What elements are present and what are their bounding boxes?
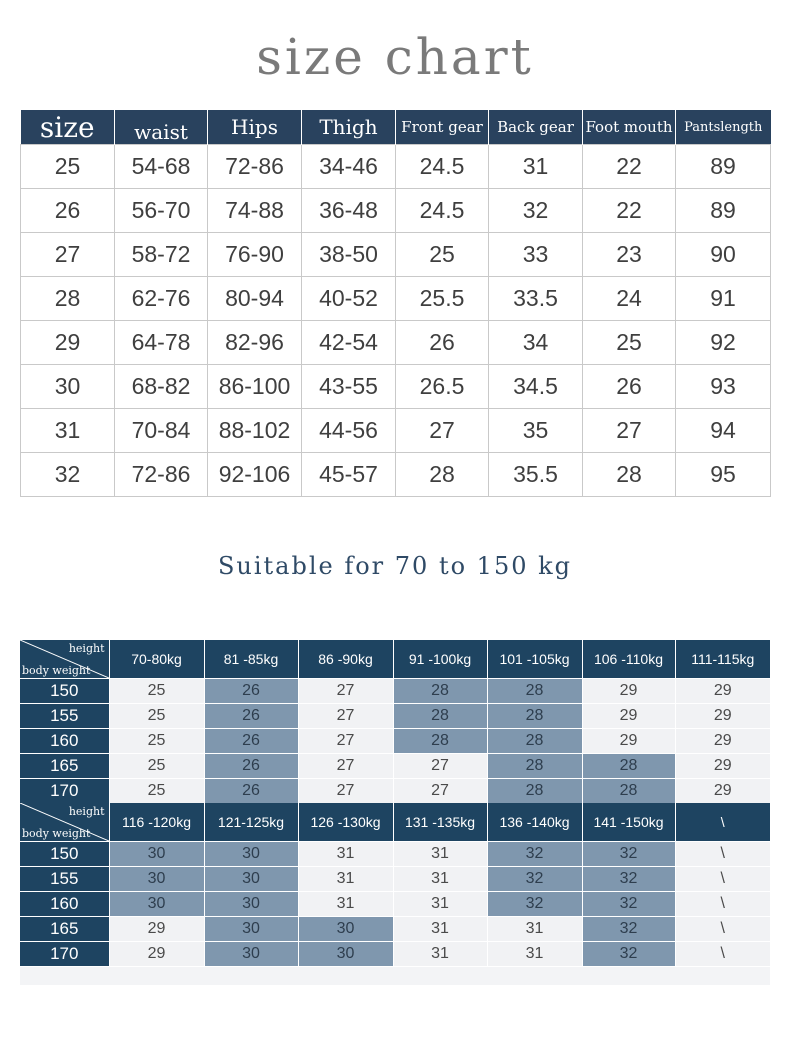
table-row	[21, 277, 771, 321]
corner-weight-label: body weight	[22, 827, 91, 840]
size-value-cell: 27	[393, 779, 487, 804]
weight-range-header: 91 -100kg	[393, 640, 487, 679]
size-value-cell: 25	[109, 704, 204, 729]
weight-range-header: \	[675, 803, 770, 842]
header-foot-mouth: Foot mouth	[583, 110, 676, 145]
table-cell: 89	[676, 145, 771, 189]
table-cell: 24.5	[396, 189, 489, 233]
table-cell: 56-70	[115, 189, 208, 233]
table-cell: 93	[676, 365, 771, 409]
size-value-cell: \	[675, 842, 770, 867]
height-weight-table	[20, 640, 770, 985]
size-value-cell: 31	[487, 917, 582, 942]
size-value-cell: 27	[298, 779, 393, 804]
header-back-gear: Back gear	[489, 110, 583, 145]
size-value-cell: \	[675, 917, 770, 942]
corner-height-label: height	[68, 642, 105, 655]
size-value-cell: 32	[582, 892, 675, 917]
size-value-cell: 30	[204, 892, 298, 917]
size-value-cell: 28	[487, 754, 582, 779]
table-row	[21, 453, 771, 497]
size-value-cell: 25	[109, 754, 204, 779]
weight-range-header: 141 -150kg	[582, 803, 675, 842]
weight-range-header: 131 -135kg	[393, 803, 487, 842]
size-value-cell: 31	[393, 917, 487, 942]
size-value-cell: 29	[675, 704, 770, 729]
size-value-cell: 25	[109, 679, 204, 704]
table-row	[20, 917, 770, 942]
table-cell: 43-55	[302, 365, 396, 409]
size-value-cell: 29	[675, 779, 770, 804]
height-label: 160	[20, 729, 109, 754]
header-hips: Hips	[208, 110, 302, 145]
size-value-cell: 27	[393, 754, 487, 779]
table-cell: 29	[21, 321, 115, 365]
weight-range-subtitle: Suitable for 70 to 150 kg	[217, 552, 573, 580]
table-cell: 88-102	[208, 409, 302, 453]
table-cell: 76-90	[208, 233, 302, 277]
table-cell: 35.5	[489, 453, 583, 497]
footer-cell	[20, 967, 770, 986]
table-cell: 28	[21, 277, 115, 321]
table-row	[20, 679, 770, 704]
table-cell: 28	[583, 453, 676, 497]
table-cell: 58-72	[115, 233, 208, 277]
size-value-cell: 30	[109, 867, 204, 892]
height-label: 165	[20, 917, 109, 942]
table-cell: 25.5	[396, 277, 489, 321]
header-pants-length: Pantslength	[676, 110, 771, 145]
height-label: 170	[20, 779, 109, 804]
table-cell: 34-46	[302, 145, 396, 189]
size-value-cell: 31	[298, 892, 393, 917]
size-value-cell: 29	[582, 704, 675, 729]
size-value-cell: 32	[487, 842, 582, 867]
size-value-cell: 30	[204, 842, 298, 867]
height-label: 165	[20, 754, 109, 779]
size-value-cell: \	[675, 867, 770, 892]
corner-header	[20, 640, 109, 679]
table-cell: 27	[583, 409, 676, 453]
table-cell: 26	[583, 365, 676, 409]
table-cell: 24.5	[396, 145, 489, 189]
size-value-cell: 25	[109, 779, 204, 804]
table-row	[21, 145, 771, 189]
table-cell: 89	[676, 189, 771, 233]
table-cell: 74-88	[208, 189, 302, 233]
header-front-gear: Front gear	[396, 110, 489, 145]
size-value-cell: 30	[298, 942, 393, 967]
size-value-cell: 29	[582, 679, 675, 704]
corner-header	[20, 803, 109, 842]
table-cell: 92-106	[208, 453, 302, 497]
size-value-cell: 31	[393, 842, 487, 867]
table-cell: 72-86	[208, 145, 302, 189]
size-value-cell: 30	[109, 842, 204, 867]
table-cell: 27	[396, 409, 489, 453]
table-row	[21, 233, 771, 277]
size-value-cell: 28	[393, 704, 487, 729]
table-cell: 90	[676, 233, 771, 277]
size-value-cell: 27	[298, 729, 393, 754]
table-cell: 80-94	[208, 277, 302, 321]
height-label: 150	[20, 679, 109, 704]
table-row	[20, 892, 770, 917]
table-cell: 30	[21, 365, 115, 409]
size-value-cell: 28	[582, 779, 675, 804]
table-cell: 72-86	[115, 453, 208, 497]
table-cell: 64-78	[115, 321, 208, 365]
corner-weight-label: body weight	[22, 664, 91, 677]
table-cell: 45-57	[302, 453, 396, 497]
size-value-cell: 32	[582, 867, 675, 892]
table-cell: 91	[676, 277, 771, 321]
weight-range-header: 121-125kg	[204, 803, 298, 842]
table-cell: 32	[21, 453, 115, 497]
weight-range-header: 126 -130kg	[298, 803, 393, 842]
size-value-cell: 28	[393, 679, 487, 704]
table-row	[21, 365, 771, 409]
size-value-cell: 28	[487, 679, 582, 704]
table-cell: 25	[396, 233, 489, 277]
table-cell: 33	[489, 233, 583, 277]
weight-range-header: 101 -105kg	[487, 640, 582, 679]
weight-range-header: 86 -90kg	[298, 640, 393, 679]
table-cell: 95	[676, 453, 771, 497]
weight-range-header: 116 -120kg	[109, 803, 204, 842]
table-row	[21, 189, 771, 233]
size-value-cell: 29	[675, 754, 770, 779]
table-cell: 34	[489, 321, 583, 365]
weight-header-row	[20, 640, 770, 679]
size-value-cell: 29	[582, 729, 675, 754]
table-cell: 40-52	[302, 277, 396, 321]
size-value-cell: 26	[204, 729, 298, 754]
size-value-cell: 26	[204, 779, 298, 804]
table-cell: 33.5	[489, 277, 583, 321]
size-value-cell: 32	[582, 942, 675, 967]
table-cell: 22	[583, 189, 676, 233]
table-cell: 86-100	[208, 365, 302, 409]
weight-header-row	[20, 803, 770, 842]
table-cell: 31	[489, 145, 583, 189]
table-cell: 70-84	[115, 409, 208, 453]
size-value-cell: 27	[298, 679, 393, 704]
table-row	[20, 779, 770, 804]
header-waist: waist	[115, 110, 208, 145]
size-value-cell: 31	[393, 942, 487, 967]
table-cell: 68-82	[115, 365, 208, 409]
size-value-cell: 32	[487, 892, 582, 917]
weight-range-header: 136 -140kg	[487, 803, 582, 842]
table-cell: 26	[396, 321, 489, 365]
weight-range-header: 81 -85kg	[204, 640, 298, 679]
size-value-cell: \	[675, 942, 770, 967]
table-row	[21, 409, 771, 453]
size-value-cell: 29	[675, 729, 770, 754]
size-value-cell: 27	[298, 754, 393, 779]
size-value-cell: 32	[582, 917, 675, 942]
size-value-cell: 29	[109, 942, 204, 967]
height-label: 160	[20, 892, 109, 917]
height-label: 150	[20, 842, 109, 867]
header-thigh: Thigh	[302, 110, 396, 145]
size-value-cell: 30	[204, 867, 298, 892]
size-value-cell: \	[675, 892, 770, 917]
table-cell: 42-54	[302, 321, 396, 365]
table-row	[20, 867, 770, 892]
table-cell: 34.5	[489, 365, 583, 409]
size-value-cell: 30	[298, 917, 393, 942]
size-value-cell: 29	[675, 679, 770, 704]
table-cell: 92	[676, 321, 771, 365]
header-size: size	[21, 110, 115, 145]
size-chart-header-row	[21, 110, 771, 145]
size-value-cell: 26	[204, 754, 298, 779]
table-cell: 26	[21, 189, 115, 233]
size-value-cell: 32	[582, 842, 675, 867]
table-cell: 27	[21, 233, 115, 277]
corner-height-label: height	[68, 805, 105, 818]
size-value-cell: 31	[298, 842, 393, 867]
size-value-cell: 28	[582, 754, 675, 779]
table-cell: 26.5	[396, 365, 489, 409]
size-value-cell: 28	[487, 779, 582, 804]
table-cell: 23	[583, 233, 676, 277]
size-value-cell: 26	[204, 679, 298, 704]
table-cell: 25	[583, 321, 676, 365]
table-row	[20, 942, 770, 967]
table-cell: 82-96	[208, 321, 302, 365]
table-cell: 28	[396, 453, 489, 497]
size-value-cell: 30	[204, 917, 298, 942]
size-value-cell: 28	[393, 729, 487, 754]
table-cell: 24	[583, 277, 676, 321]
weight-range-header: 106 -110kg	[582, 640, 675, 679]
size-value-cell: 31	[393, 867, 487, 892]
table-cell: 36-48	[302, 189, 396, 233]
height-label: 170	[20, 942, 109, 967]
table-cell: 31	[21, 409, 115, 453]
table-cell: 32	[489, 189, 583, 233]
table-cell: 62-76	[115, 277, 208, 321]
table-cell: 94	[676, 409, 771, 453]
height-label: 155	[20, 867, 109, 892]
size-value-cell: 31	[487, 942, 582, 967]
table-row	[21, 321, 771, 365]
size-value-cell: 28	[487, 704, 582, 729]
size-value-cell: 31	[298, 867, 393, 892]
size-value-cell: 31	[393, 892, 487, 917]
size-value-cell: 32	[487, 867, 582, 892]
table-cell: 22	[583, 145, 676, 189]
table-cell: 38-50	[302, 233, 396, 277]
table-cell: 44-56	[302, 409, 396, 453]
table-cell: 54-68	[115, 145, 208, 189]
table-row	[20, 729, 770, 754]
weight-range-header: 70-80kg	[109, 640, 204, 679]
table-row	[20, 842, 770, 867]
height-label: 155	[20, 704, 109, 729]
table-footer-spacer	[20, 967, 770, 986]
size-value-cell: 25	[109, 729, 204, 754]
size-value-cell: 30	[109, 892, 204, 917]
weight-range-header: 111-115kg	[675, 640, 770, 679]
size-value-cell: 27	[298, 704, 393, 729]
size-value-cell: 26	[204, 704, 298, 729]
size-chart-table	[20, 110, 771, 497]
table-cell: 25	[21, 145, 115, 189]
size-value-cell: 30	[204, 942, 298, 967]
table-cell: 35	[489, 409, 583, 453]
size-value-cell: 29	[109, 917, 204, 942]
table-row	[20, 754, 770, 779]
table-row	[20, 704, 770, 729]
size-value-cell: 28	[487, 729, 582, 754]
page-title: size chart	[256, 28, 534, 86]
